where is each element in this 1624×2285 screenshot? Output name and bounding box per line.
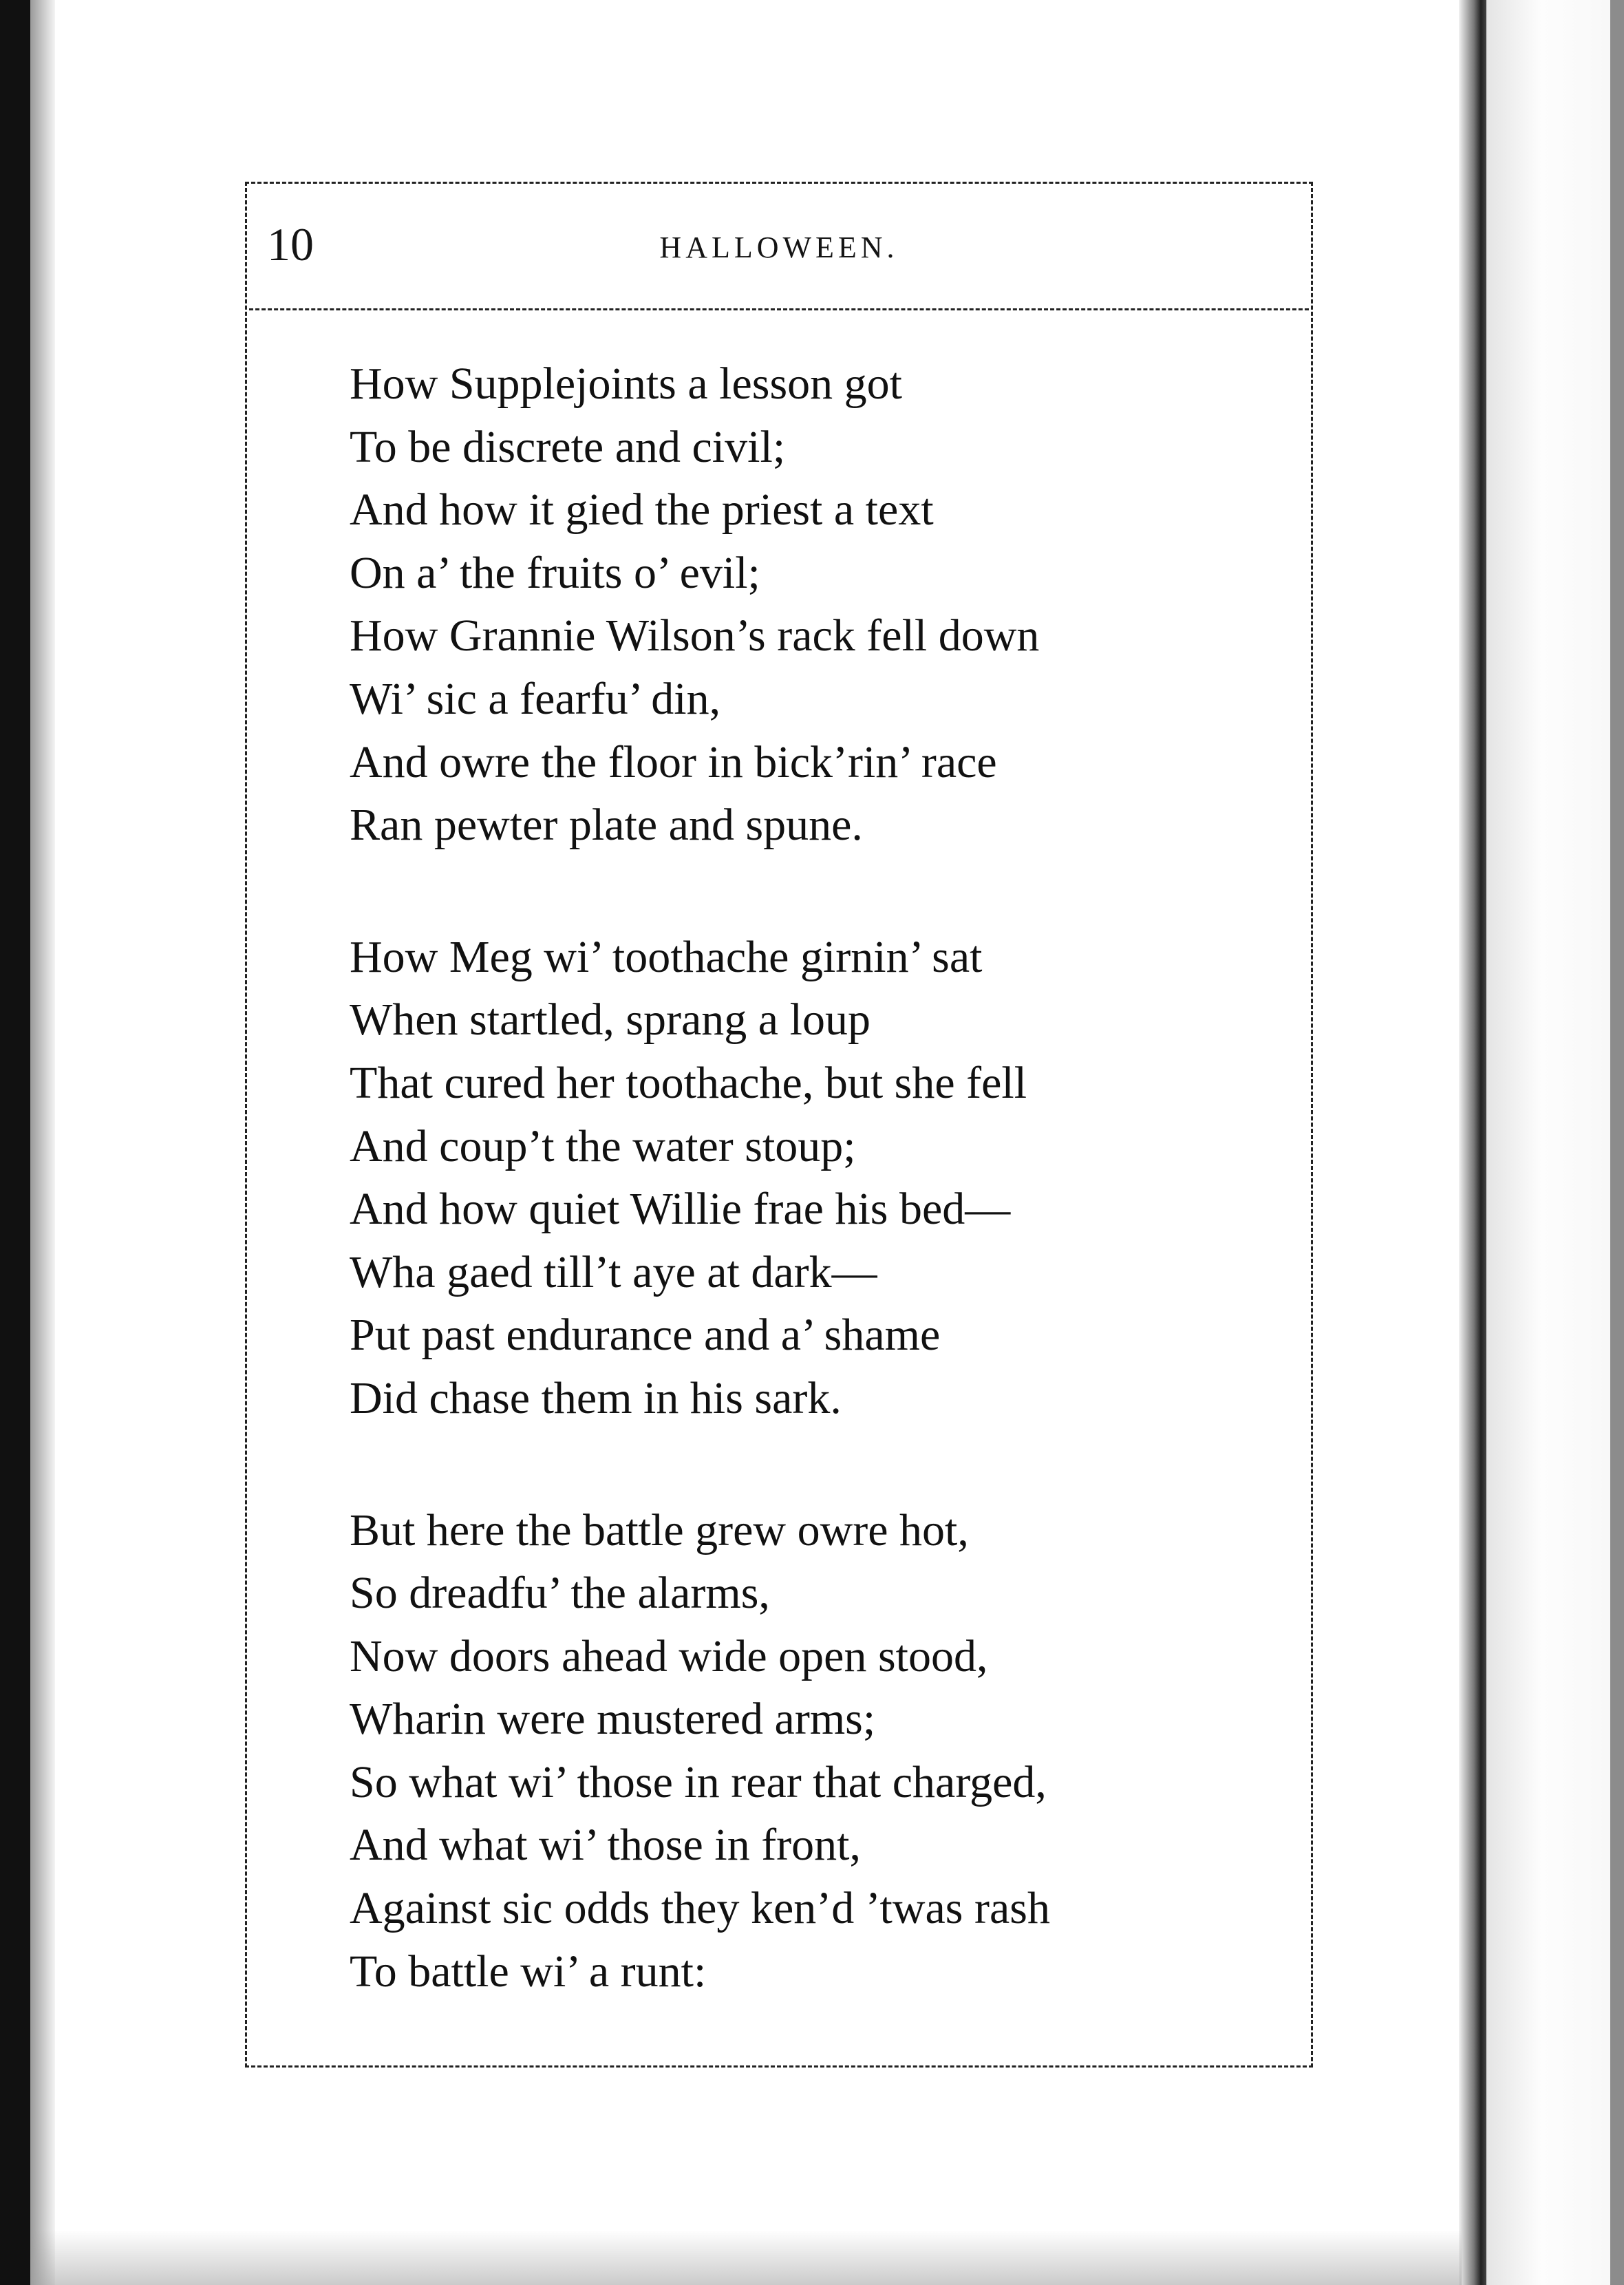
poem-line: And coup’t the water stoup; (350, 1120, 856, 1171)
poem-line: Ran pewter plate and spune. (350, 800, 863, 851)
page-left-shading (30, 0, 55, 2285)
poem-line: But here the battle grew owre hot, (350, 1505, 969, 1555)
poem-line: Wha gaed till’t aye at dark— (350, 1246, 877, 1297)
stanza-2 (350, 926, 1306, 1430)
poem-line: To battle wi’ a runt: (350, 1946, 707, 1997)
poem-line: Now doors ahead wide open stood, (350, 1630, 988, 1681)
poem-line: How Supplejoints a lesson got (350, 359, 902, 409)
book-gutter (1459, 0, 1486, 2285)
poem-line: When startled, sprang a loup (350, 995, 870, 1045)
poem-line: How Meg wi’ toothache girnin’ sat (350, 931, 983, 982)
running-title: HALLOWEEN. (659, 231, 899, 264)
stanza-3 (350, 1499, 1306, 2004)
poem-line: How Grannie Wilson’s rack fell down (350, 610, 1040, 661)
poem-line: Wharin were mustered arms; (350, 1694, 876, 1745)
scan-left-edge (0, 0, 30, 2285)
poem-line: Wi’ sic a fearfu’ din, (350, 673, 721, 724)
poem-body (350, 352, 1306, 2003)
poem-line: Against sic odds they ken’d ’twas rash (350, 1883, 1050, 1934)
header-dashed-rule (249, 308, 1309, 310)
poem-line: And what wi’ those in front, (350, 1820, 861, 1871)
facing-page-strip (1486, 0, 1624, 2285)
poem-line: And owre the floor in bick’rin’ race (350, 736, 997, 787)
page-number: 10 (267, 218, 314, 270)
running-head (245, 206, 1313, 282)
poem-line: To be discrete and civil; (350, 421, 786, 472)
poem-line: And how quiet Willie frae his bed— (350, 1184, 1011, 1235)
poem-line: On a’ the fruits o’ evil; (350, 547, 760, 598)
poem-line: Did chase them in his sark. (350, 1372, 842, 1423)
poem-line: Put past endurance and a’ shame (350, 1310, 941, 1361)
poem-line: So dreadfu’ the alarms, (350, 1568, 770, 1619)
page-bottom-shading (30, 2230, 1462, 2285)
poem-line: That cured her toothache, but she fell (350, 1057, 1027, 1108)
stanza-1 (350, 352, 1306, 857)
facing-page-edge (1610, 0, 1624, 2285)
poem-line: And how it gied the priest a text (350, 485, 934, 535)
poem-line: So what wi’ those in rear that charged, (350, 1756, 1047, 1807)
